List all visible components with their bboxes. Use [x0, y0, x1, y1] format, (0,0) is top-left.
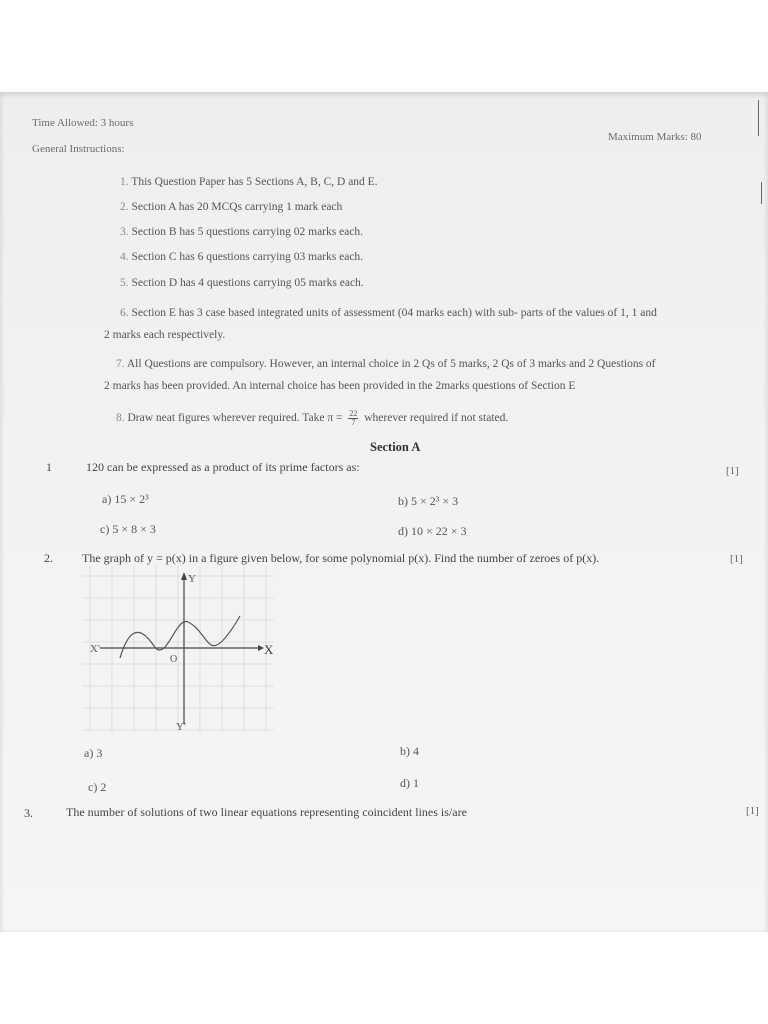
option-d[interactable]: d) 10 × 22 × 3 — [398, 524, 467, 538]
instruction-text: Draw neat figures wherever required. Take π = — [127, 412, 343, 425]
instruction-item — [120, 251, 363, 263]
instruction-number: 5. — [120, 277, 129, 289]
question-marks: [1] — [746, 805, 759, 817]
instruction-item — [116, 358, 656, 370]
question-marks: [1] — [726, 465, 739, 477]
grid — [82, 566, 274, 732]
instruction-text: Section E has 3 case based integrated units of assessment (04 marks each) with sub- parts of the values of 1, 1 and — [131, 307, 657, 319]
instruction-text: Section C has 6 questions carrying 03 marks each. — [131, 251, 364, 263]
instruction-number: 7. — [116, 358, 125, 370]
question-marks: [1] — [730, 553, 743, 565]
origin-label: O — [170, 654, 178, 665]
option-a[interactable]: a) 15 × 2³ — [102, 492, 149, 506]
maximum-marks: Maximum Marks: 80 — [608, 131, 702, 143]
instruction-item — [120, 176, 378, 188]
y-axis-label: Y — [188, 573, 196, 585]
instruction-text: wherever required if not stated. — [364, 412, 509, 425]
pi-fraction — [348, 410, 358, 427]
option-d[interactable]: d) 1 — [400, 776, 419, 790]
instruction-text: All Questions are compulsory. However, an internal choice in 2 Qs of 5 marks, 2 Qs of 3 marks and 2 Questions of — [126, 358, 656, 370]
instruction-continuation: 2 marks each respectively. — [104, 329, 226, 341]
general-instructions-heading: General Instructions: — [32, 143, 125, 155]
fraction-numerator: 22 — [349, 409, 358, 418]
question-text: The number of solutions of two linear equations representing coincident lines is/are — [66, 805, 467, 819]
option-b[interactable]: b) 4 — [400, 744, 419, 758]
option-c[interactable]: c) 5 × 8 × 3 — [100, 522, 156, 536]
x-neg-label: X' — [90, 643, 100, 655]
instruction-continuation: 2 marks has been provided. An internal choice has been provided in the 2marks questions of Section E — [104, 380, 576, 392]
question-text: 120 can be expressed as a product of its prime factors as: — [86, 460, 360, 474]
instruction-number: 6. — [120, 307, 129, 319]
instruction-number: 2. — [120, 201, 129, 213]
instruction-number: 4. — [120, 251, 129, 263]
y-neg-label: Y' — [176, 721, 186, 732]
edge-mark — [761, 182, 762, 204]
instruction-item — [116, 410, 508, 427]
option-a[interactable]: a) 3 — [84, 746, 103, 760]
section-title: Section A — [370, 440, 421, 454]
instruction-item — [120, 307, 657, 319]
instruction-number: 3. — [120, 226, 129, 238]
question-number: 2. — [44, 551, 53, 565]
fraction-denominator: 7 — [351, 418, 356, 427]
instruction-text: Section D has 4 questions carrying 05 marks each. — [131, 277, 364, 289]
question-number: 3. — [24, 806, 33, 820]
instruction-number: 8. — [116, 412, 125, 425]
instruction-item — [120, 277, 364, 289]
time-allowed: Time Allowed: 3 hours — [32, 117, 134, 129]
question-text: The graph of y = p(x) in a figure given below, for some polynomial p(x). Find the number of zeroes of p(x). — [82, 551, 600, 565]
instruction-text: Section B has 5 questions carrying 02 marks each. — [131, 226, 364, 238]
instruction-text: This Question Paper has 5 Sections A, B, C, D and E. — [131, 176, 378, 188]
instruction-text: Section A has 20 MCQs carrying 1 mark each — [131, 201, 343, 213]
instruction-number: 1. — [120, 176, 129, 188]
question-number: 1 — [46, 460, 52, 474]
x-axis-label: X — [264, 642, 274, 657]
instruction-item — [120, 201, 342, 213]
instruction-item — [120, 226, 363, 238]
option-c[interactable]: c) 2 — [88, 780, 107, 794]
option-b[interactable]: b) 5 × 2³ × 3 — [398, 494, 459, 508]
polynomial-graph — [82, 566, 274, 732]
edge-mark — [758, 100, 759, 136]
